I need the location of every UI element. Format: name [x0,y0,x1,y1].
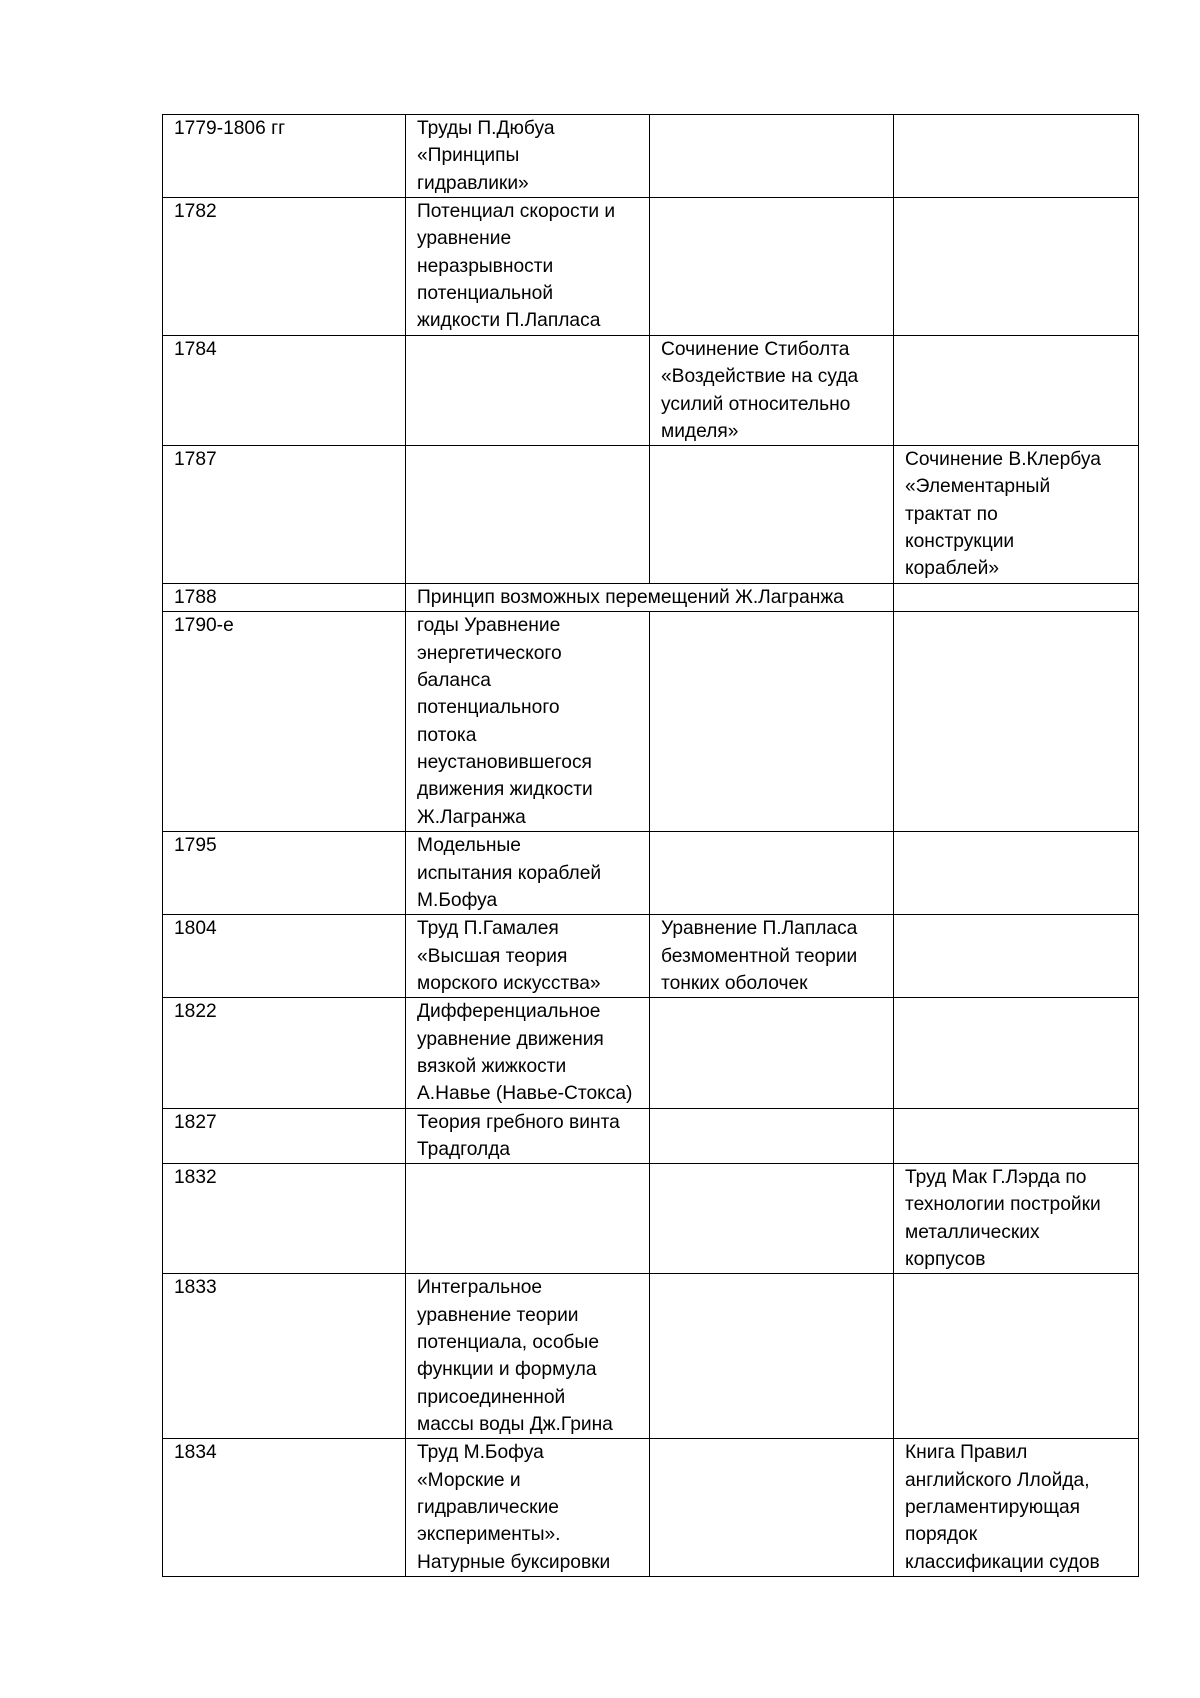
year-cell: 1788 [163,584,406,612]
year-cell: 1779-1806 гг [163,115,406,198]
table-cell [406,1164,650,1274]
table-row [163,198,1139,336]
table-row [163,612,1139,832]
table-cell: Теория гребного винта Традголда [406,1108,650,1164]
year-cell: 1804 [163,915,406,998]
table-cell: Труды П.Дюбуа «Принципы гидравлики» [406,115,650,198]
table-row [163,1108,1139,1164]
table-cell [650,198,894,336]
table-cell [894,998,1139,1108]
table-cell [894,1274,1139,1439]
table-cell: Уравнение П.Лапласа безмоментной теории тонких оболочек [650,915,894,998]
table-row [163,1439,1139,1576]
table-cell [650,1274,894,1439]
table-cell: Интегральное уравнение теории потенциала, особые функции и формула присоединенной массы воды Дж.Грина [406,1274,650,1439]
table-cell: Сочинение Стиболта «Воздействие на суда усилий относительно миделя» [650,336,894,446]
table-cell: Труд М.Бофуа «Морские и гидравлические эксперименты». Натурные буксировки [406,1439,650,1576]
year-cell: 1784 [163,336,406,446]
table-row [163,115,1139,198]
table-cell: годы Уравнение энергетического баланса потенциального потока неустановившегося движения жидкости Ж.Лагранжа [406,612,650,832]
year-cell: 1790-е [163,612,406,832]
table-cell [894,915,1139,998]
year-cell: 1822 [163,998,406,1108]
table-cell: Труд П.Гамалея «Высшая теория морского искусства» [406,915,650,998]
table-cell [894,1108,1139,1164]
table-cell: Сочинение В.Клербуа «Элементарный трактат по конструкции кораблей» [894,446,1139,584]
table-cell [894,832,1139,915]
table-cell [650,998,894,1108]
table-cell [650,1108,894,1164]
table-row [163,446,1139,584]
table-cell [650,446,894,584]
table-cell: Потенциал скорости и уравнение неразрывности потенциальной жидкости П.Лапласа [406,198,650,336]
year-cell: 1782 [163,198,406,336]
year-cell: 1834 [163,1439,406,1576]
year-cell: 1795 [163,832,406,915]
table-row [163,1164,1139,1274]
table-cell: Модельные испытания кораблей М.Бофуа [406,832,650,915]
table-cell [894,336,1139,446]
table-cell [650,832,894,915]
table-cell [650,115,894,198]
table-cell [894,198,1139,336]
table-row [163,1274,1139,1439]
table-cell: Труд Мак Г.Лэрда по технологии постройки металлических корпусов [894,1164,1139,1274]
table-cell: Дифференциальное уравнение движения вязкой жижкости А.Навье (Навье-Стокса) [406,998,650,1108]
table-row [163,336,1139,446]
merged-cell: Принцип возможных перемещений Ж.Лагранжа [406,584,894,612]
table-cell [650,1439,894,1576]
year-cell: 1832 [163,1164,406,1274]
year-cell: 1833 [163,1274,406,1439]
timeline-table [162,114,1139,1577]
table-cell: Книга Правил английского Ллойда, регламентирующая порядок классификации судов [894,1439,1139,1576]
table-row [163,998,1139,1108]
year-cell: 1827 [163,1108,406,1164]
table-row [163,915,1139,998]
table-cell [406,446,650,584]
table-cell [650,1164,894,1274]
table-cell [406,336,650,446]
table-cell [894,612,1139,832]
table-cell [894,584,1139,612]
table-row [163,584,1139,612]
year-cell: 1787 [163,446,406,584]
table-cell [650,612,894,832]
table-cell [894,115,1139,198]
table-row [163,832,1139,915]
